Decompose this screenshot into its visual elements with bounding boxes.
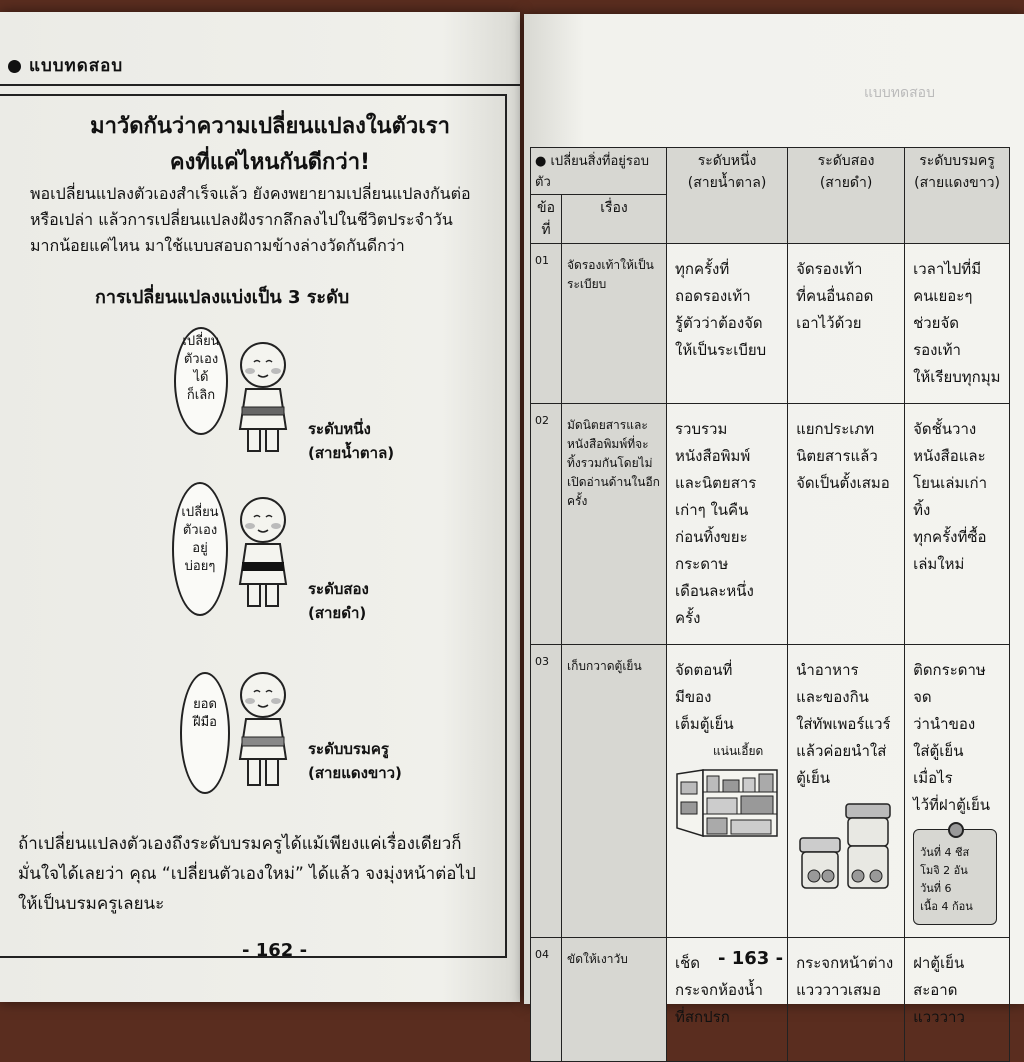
bubble-text: ตัวเอง [182, 523, 218, 538]
table-row [531, 645, 1010, 938]
memo-line: เนื้อ 4 ก้อน [920, 900, 973, 913]
cell-line: กระจกหน้าต่าง [796, 954, 894, 972]
cell-line: หนังสือพิมพ์ [675, 447, 751, 465]
levels-heading: การเปลี่ยนแปลงแบ่งเป็น 3 ระดับ [95, 287, 350, 308]
pin-icon [948, 822, 964, 838]
food-containers-icon [796, 802, 896, 892]
header-level3 [905, 148, 1010, 244]
cell-line: กระดาษ [675, 555, 729, 573]
cell-line: เล่มใหม่ [913, 555, 965, 573]
cell-line: ฝาตู้เย็น [913, 954, 965, 972]
cell-line: เช็ด [675, 954, 701, 972]
cell-line: โยนเล่มเก่าทิ้ง [913, 474, 988, 519]
cell-line: รวบรวม [675, 420, 728, 438]
cell-line: นิตยสารแล้ว [796, 447, 878, 465]
row-level3 [905, 244, 1010, 404]
cell-line: จัดเป็นตั้งเสมอ [796, 474, 890, 492]
row-topic: มัดนิตยสารและหนังสือพิมพ์ที่จะทิ้งรวมกันโดยไม่เปิดอ่านด้านในอีกครั้ง [562, 404, 667, 645]
row-level2 [788, 404, 905, 645]
header-no: ข้อที่ [531, 195, 562, 244]
cell-line: นำอาหาร [796, 661, 859, 679]
intro-line: หรือเปล่า แล้วการเปลี่ยนแปลงฝังรากลึกลงไปในชีวิตประจำวัน [30, 210, 453, 229]
cell-line: แวววาวเสมอ [796, 981, 882, 999]
page-title-line1: มาวัดกันว่าความเปลี่ยนแปลงในตัวเรา [90, 114, 450, 139]
header-level3-name: ระดับบรมครู [919, 153, 995, 169]
bubble-text: เปลี่ยน [181, 505, 219, 520]
cell-line: ช่วยจัดรองเท้า [913, 314, 961, 359]
section-label [8, 52, 123, 79]
closing-line: ถ้าเปลี่ยนแปลงตัวเองถึงระดับบรมครูได้แม้เพียงแค่เรื่องเดียวก็ [18, 834, 462, 854]
bubble-text: ได้ [193, 370, 209, 385]
speech-bubble [172, 482, 228, 616]
table-row [531, 244, 1010, 404]
table-row [531, 404, 1010, 645]
cell-line: ที่สกปรก [675, 1008, 730, 1026]
level-name: ระดับบรมครู [308, 740, 389, 758]
cell-line: ใส่ทัพเพอร์แวร์ [796, 715, 891, 733]
header-rule [0, 84, 520, 86]
speech-bubble [174, 327, 228, 435]
row-level2 [788, 938, 905, 1062]
fridge-note: แน่นเอี้ยด [713, 744, 764, 758]
header-level2 [788, 148, 905, 244]
table-title-cell [531, 148, 667, 195]
row-topic: จัดรองเท้าให้เป็นระเบียบ [562, 244, 667, 404]
row-level2 [788, 244, 905, 404]
cell-line: และนิตยสาร [675, 474, 757, 492]
cell-line: รู้ตัวว่าต้องจัด [675, 314, 763, 332]
cell-line: จัดชั้นวาง [913, 420, 977, 438]
row-number: 02 [531, 404, 562, 645]
cell-line: เดือนละหนึ่งครั้ง [675, 582, 754, 627]
bubble-text: อยู่ [192, 541, 208, 556]
header-level2-belt: (สายดำ) [819, 175, 873, 191]
level-belt: (สายดำ) [308, 604, 367, 622]
cell-line: เอาไว้ด้วย [796, 314, 862, 332]
table-header-row [531, 148, 1010, 195]
cell-line: ตู้เย็น [796, 769, 830, 787]
red-white-belt-figure-icon [228, 667, 298, 792]
cell-line: และของกิน [796, 688, 869, 706]
topic-table [530, 147, 1010, 1062]
cell-line: จัดรองเท้า [796, 260, 863, 278]
black-belt-figure-icon [228, 492, 298, 612]
bubble-text: ยอด [193, 697, 217, 712]
memo-line: วันที่ 6 [920, 882, 952, 895]
intro-line: พอเปลี่ยนแปลงตัวเองสำเร็จแล้ว ยังคงพยายามเปลี่ยนแปลงกันต่อ [30, 184, 471, 203]
cell-line: ว่านำของ [913, 715, 976, 733]
cell-line: หนังสือและ [913, 447, 986, 465]
cell-line: ให้เป็นระเบียบ [675, 341, 767, 359]
cell-line: คนเยอะๆ [913, 287, 973, 305]
memo-line: โมจิ 2 อัน [920, 864, 968, 877]
header-level1-belt: (สายน้ำตาล) [687, 175, 767, 191]
bubble-text: ก็เลิก [186, 388, 216, 403]
level-belt: (สายน้ำตาล) [308, 444, 395, 462]
row-level3 [905, 404, 1010, 645]
cell-line: ก่อนทิ้งขยะ [675, 528, 748, 546]
bullet-icon: ● [535, 154, 547, 169]
table-title: เปลี่ยนสิ่งที่อยู่รอบตัว [535, 154, 649, 190]
bubble-text: เปลี่ยน [182, 334, 220, 349]
page-number: - 162 - [242, 940, 308, 961]
left-page [0, 12, 520, 1002]
row-level1 [667, 645, 788, 938]
level-label [308, 577, 369, 625]
row-level3 [905, 938, 1010, 1062]
level-label [308, 737, 402, 785]
brown-belt-figure-icon [228, 337, 298, 457]
closing-line: มั่นใจได้เลยว่า คุณ “เปลี่ยนตัวเองใหม่” ได้แล้ว จงมุ่งหน้าต่อไป [18, 864, 476, 884]
header-level1-name: ระดับหนึ่ง [697, 153, 757, 169]
packed-fridge-icon [675, 768, 779, 840]
cell-line: เต็มตู้เย็น [675, 715, 734, 733]
cell-line: แยกประเภท [796, 420, 875, 438]
section-text: แบบทดสอบ [29, 56, 124, 76]
closing-line: ให้เป็นบรมครูเลยนะ [18, 894, 165, 914]
page-number: - 163 - [718, 948, 784, 969]
cell-line: สะอาดแวววาว [913, 981, 965, 1026]
faint-section-header: แบบทดสอบ [864, 85, 935, 101]
cell-line: ติดกระดาษจด [913, 661, 986, 706]
row-level1 [667, 404, 788, 645]
cell-line: เวลาไปที่มี [913, 260, 982, 278]
row-topic: เก็บกวาดตู้เย็น [562, 645, 667, 938]
cell-line: ที่คนอื่นถอด [796, 287, 874, 305]
level-belt: (สายแดงขาว) [308, 764, 402, 782]
bubble-text: บ่อยๆ [184, 559, 216, 574]
right-page [524, 14, 1024, 1026]
header-topic: เรื่อง [562, 195, 667, 244]
cell-line: เก่าๆ ในคืน [675, 501, 749, 519]
speech-bubble [180, 672, 230, 794]
level-label [308, 417, 394, 465]
row-number: 04 [531, 938, 562, 1062]
row-level1 [667, 244, 788, 404]
cell-line: ใส่ตู้เย็นเมื่อไร [913, 742, 964, 787]
cell-line: แล้วค่อยนำใส่ [796, 742, 887, 760]
row-level2 [788, 645, 905, 938]
cell-line: จัดตอนที่ [675, 661, 733, 679]
level-name: ระดับสอง [308, 580, 369, 598]
cell-line: ทุกครั้งที่ [675, 260, 730, 278]
memo-line: วันที่ 4 ชีส [920, 846, 970, 859]
page-title-line2: คงที่แค่ไหนกันดีกว่า! [169, 150, 371, 175]
row-number: 03 [531, 645, 562, 938]
cell-line: ไว้ที่ฝาตู้เย็น [913, 796, 991, 814]
cell-line: กระจกห้องน้ำ [675, 981, 763, 999]
bubble-text: ฝีมือ [193, 715, 217, 730]
header-level2-name: ระดับสอง [817, 153, 875, 169]
level-name: ระดับหนึ่ง [308, 420, 371, 438]
row-number: 01 [531, 244, 562, 404]
intro-line: มากน้อยแค่ไหน มาใช้แบบสอบถามข้างล่างวัดกันดีกว่า [30, 236, 405, 255]
bubble-text: ตัวเอง [183, 352, 219, 367]
row-level3 [905, 645, 1010, 938]
cell-line: ถอดรองเท้า [675, 287, 751, 305]
memo-note [913, 829, 997, 925]
cell-line: มีของ [675, 688, 712, 706]
header-level3-belt: (สายแดงขาว) [914, 175, 1000, 191]
cell-line: ทุกครั้งที่ซื้อ [913, 528, 987, 546]
header-level1 [667, 148, 788, 244]
bullet-icon [8, 60, 21, 73]
row-topic: ขัดให้เงาวับ [562, 938, 667, 1062]
cell-line: ให้เรียบทุกมุม [913, 368, 1001, 386]
